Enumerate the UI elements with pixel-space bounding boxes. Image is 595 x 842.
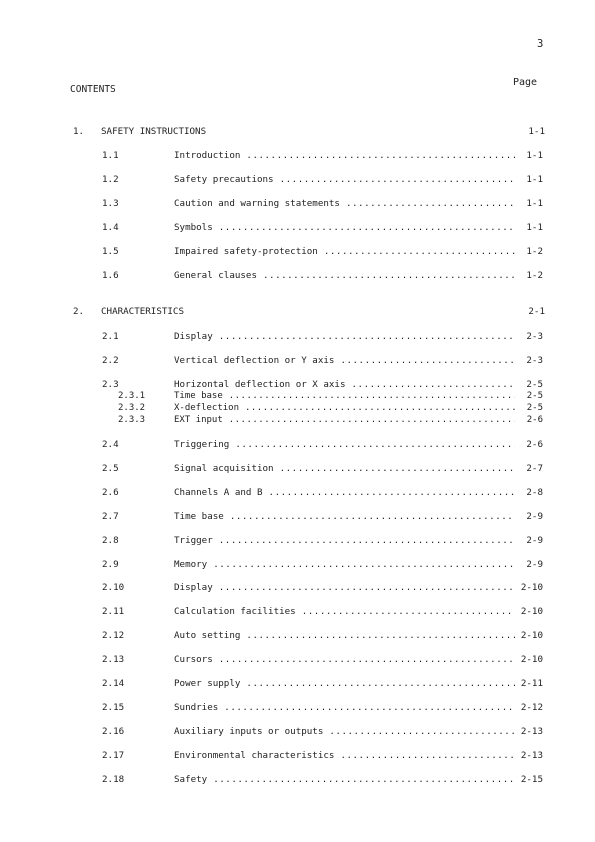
toc-number: 2.7 [102,511,119,522]
toc-page-number: 2-7 [523,463,543,474]
toc-title: Display ..... [174,331,515,342]
toc-number: 1. [73,126,85,137]
toc-title: Signal acquisition ..... [174,463,515,474]
toc-number: 2.3.2 [118,403,146,413]
toc-row [73,126,545,140]
toc-title: Vertical deflection or Y axis ..... [174,355,515,366]
toc-title: Introduction ..... [174,150,515,161]
toc-row [102,198,543,212]
toc-page-number: 2-13 [518,750,543,761]
toc-number: 2.3 [102,379,119,390]
page-number: 3 [537,38,544,50]
toc-page-number: 2-5 [523,379,543,390]
toc-number: 1.2 [102,174,119,185]
toc-page-number: 1-1 [523,198,543,209]
toc-row [102,654,543,668]
toc-title: EXT input ..... [174,415,515,425]
toc-title: General clauses ..... [174,270,515,281]
toc-title: X-deflection ..... [174,403,515,413]
toc-title: Channels A and B ..... [174,487,515,498]
toc-number: 2.3.1 [118,391,146,401]
toc-title: CHARACTERISTICS [101,306,184,317]
toc-row [102,559,543,573]
toc-row [102,463,543,477]
toc-number: 2.11 [102,606,125,617]
toc-row [102,439,543,453]
toc-title: Time base ..... [174,391,515,401]
toc-page-number: 2-5 [524,391,543,401]
toc-title: Display ..... [174,582,515,593]
toc-title: Sundries ..... [174,702,515,713]
toc-page-number: 2-9 [523,559,543,570]
toc-number: 2.1 [102,331,119,342]
toc-page-number: 2-13 [518,726,543,737]
toc-row [102,750,543,764]
toc-row [102,606,543,620]
toc-row [102,582,543,596]
toc-title: Caution and warning statements ..... [174,198,515,209]
toc-title: Triggering ..... [174,439,515,450]
toc-title: Horizontal deflection or X axis ..... [174,379,515,390]
toc-row [102,150,543,164]
toc-title: Calculation facilities ..... [174,606,515,617]
toc-row [102,702,543,716]
toc-number: 2.5 [102,463,119,474]
toc-number: 2.16 [102,726,125,737]
toc-title: Safety ..... [174,774,515,785]
toc-row [102,774,543,788]
toc-number: 2.14 [102,678,125,689]
toc-number: 2.8 [102,535,119,546]
toc-title: Symbols ..... [174,222,515,233]
toc-number: 2.10 [102,582,125,593]
page-column-label: Page [513,77,538,88]
toc-page-number: 2-10 [518,630,543,641]
toc-page-number: 2-10 [518,582,543,593]
toc-row [102,487,543,501]
toc-title: Safety precautions ..... [174,174,515,185]
toc-page-number: 2-11 [518,678,543,689]
toc-page-number: 2-3 [523,355,543,366]
toc-title: Memory ..... [174,559,515,570]
toc-row [102,511,543,525]
toc-row [102,535,543,549]
toc-number: 2.15 [102,702,125,713]
toc-title: Auxiliary inputs or outputs ..... [174,726,515,737]
toc-page-number: 2-6 [523,439,543,450]
toc-number: 1.5 [102,246,119,257]
toc-row [102,331,543,345]
toc-page-number: 2-3 [523,331,543,342]
toc-page-number: 1-2 [523,270,543,281]
toc-number: 1.1 [102,150,119,161]
toc-page-number: 2-10 [518,606,543,617]
toc-row [102,270,543,284]
toc-row [102,246,543,260]
toc-row [102,678,543,692]
toc-row [102,222,543,236]
toc-number: 1.3 [102,198,119,209]
toc-page-number: 2-9 [523,535,543,546]
toc-row [102,630,543,644]
toc-page-number: 1-1 [525,126,545,137]
toc-title: Impaired safety-protection ..... [174,246,515,257]
toc-title: Environmental characteristics ..... [174,750,515,761]
toc-page-number: 2-5 [524,403,543,413]
toc-number: 2.9 [102,559,119,570]
toc-title: Auto setting ..... [174,630,515,641]
toc-page-number: 2-15 [518,774,543,785]
toc-number: 2.13 [102,654,125,665]
toc-title: Power supply ..... [174,678,515,689]
toc-title: Time base ..... [174,511,515,522]
toc-number: 1.4 [102,222,119,233]
toc-page-number: 2-10 [518,654,543,665]
toc-title: SAFETY INSTRUCTIONS [101,126,207,137]
toc-number: 2.2 [102,355,119,366]
toc-page-number: 1-1 [523,150,543,161]
toc-page-number: 2-9 [523,511,543,522]
toc-row [102,355,543,369]
toc-page-number: 1-2 [523,246,543,257]
toc-row [102,174,543,188]
toc-page-number: 2-6 [524,415,543,425]
toc-number: 2.3.3 [118,415,146,425]
toc-row [102,726,543,740]
toc-page-number: 1-1 [523,174,543,185]
toc-number: 2.17 [102,750,125,761]
toc-row [118,415,543,429]
toc-number: 2.4 [102,439,119,450]
toc-number: 2.12 [102,630,125,641]
toc-title: Cursors ..... [174,654,515,665]
toc-page-number: 1-1 [523,222,543,233]
toc-page-number: 2-8 [523,487,543,498]
toc-number: 1.6 [102,270,119,281]
toc-number: 2.6 [102,487,119,498]
toc-row [73,306,545,320]
contents-title: CONTENTS [70,84,116,95]
toc-number: 2. [73,306,85,317]
toc-page-number: 2-12 [518,702,543,713]
toc-title: Trigger ..... [174,535,515,546]
toc-page-number: 2-1 [525,306,545,317]
toc-number: 2.18 [102,774,125,785]
